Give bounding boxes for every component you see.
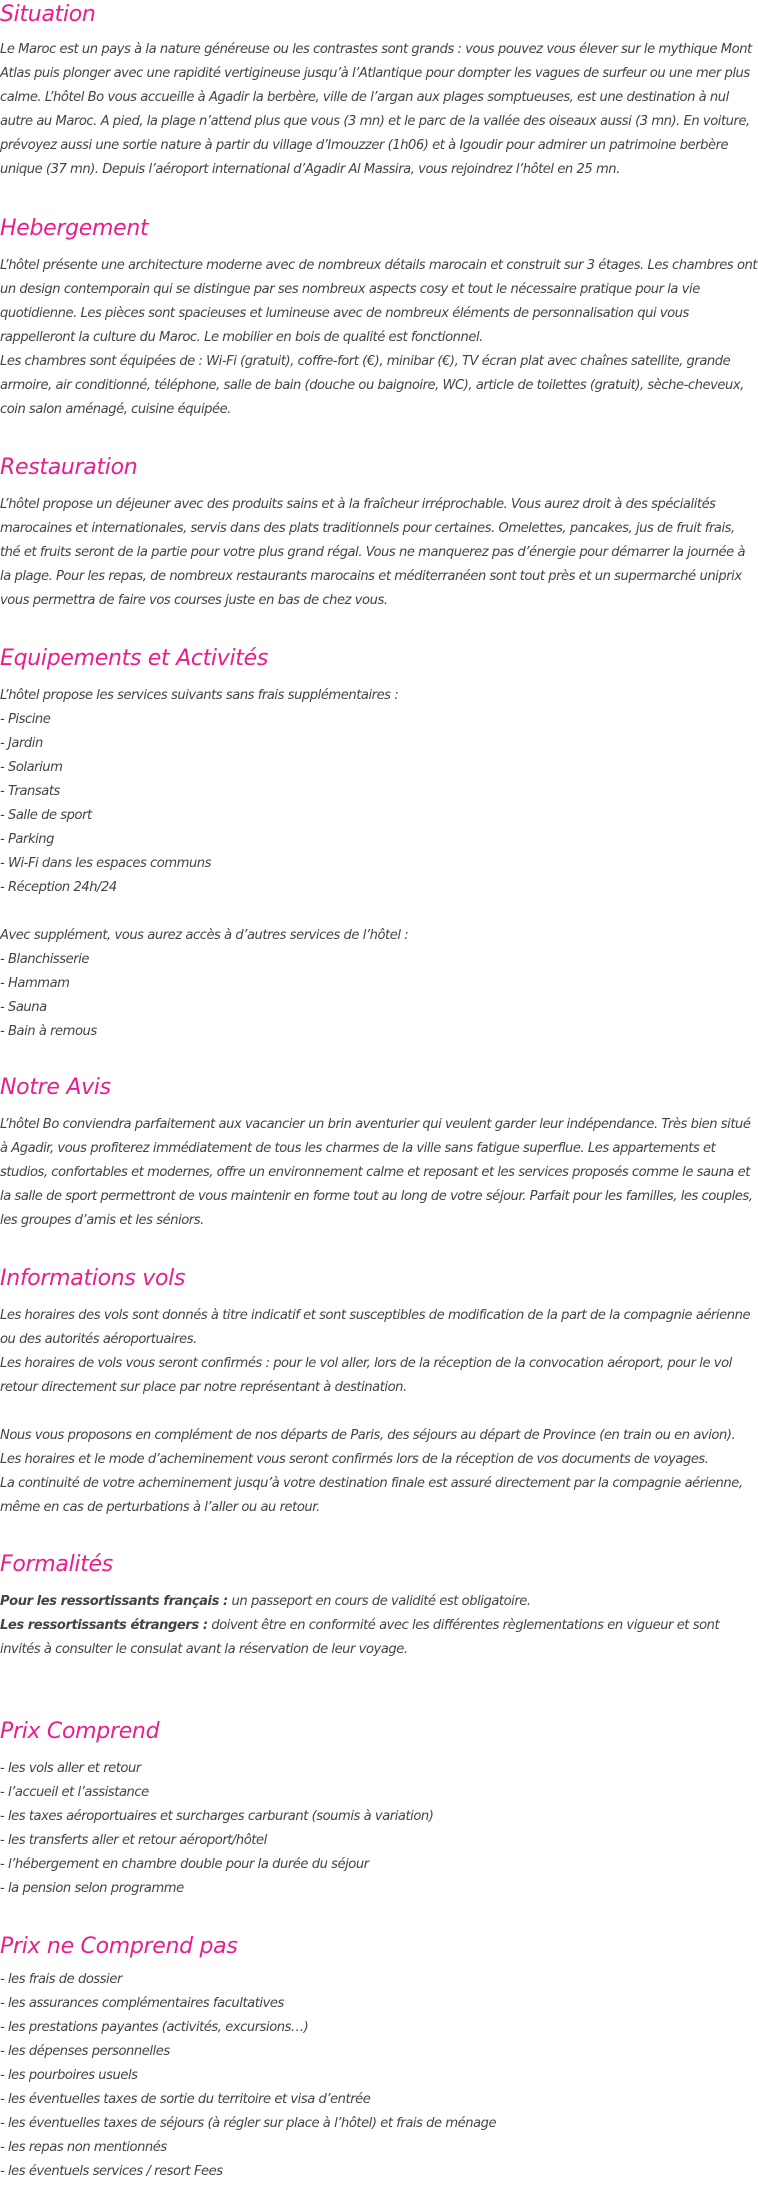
list-item: - les pourboires usuels — [0, 2068, 138, 2083]
hebergement-paragraph-1: L’hôtel présente une architecture moderne avec de nombreux détails marocain et construit sur 3 étages. Les chambres ont un design contemporain qui se distingue par ses nombreux aspects cosy et tout le nécessaire pratique pour la vie quotidienne. Les pièces sont spacieuses et lumineuse avec de nombreux éléments de personnalisation qui vous rappelleront la culture du Maroc. Le mobilier en bois de qualité est fonctionnel. — [0, 258, 758, 345]
list-item: - Parking — [0, 832, 54, 847]
section-avis — [0, 1073, 758, 1233]
hebergement-paragraph-2: Les chambres sont équipées de : Wi-Fi (gratuit), coffre-fort (€), minibar (€), TV écran plat avec chaînes satellite, grande armoire, air conditionné, téléphone, salle de bain (douche ou baignoire, WC), article de toilettes (gratuit), sèche-cheveux, coin salon aménagé, cuisine équipée. — [0, 354, 744, 417]
section-body-vols — [0, 1304, 758, 1520]
list-item: - Salle de sport — [0, 808, 92, 823]
list-item: - les repas non mentionnés — [0, 2140, 167, 2155]
formalites-francais-text: un passeport en cours de validité est obligatoire. — [227, 1594, 531, 1609]
list-item: - Wi-Fi dans les espaces communs — [0, 856, 212, 871]
list-item: - Jardin — [0, 736, 43, 751]
vols-paragraph-1: Les horaires des vols sont donnés à titre indicatif et sont susceptibles de modification de la part de la compagnie aérienne ou des autorités aéroportuaires. — [0, 1308, 751, 1347]
section-title-hebergement: Hebergement — [0, 216, 149, 241]
section-hebergement — [0, 214, 758, 422]
section-body-prix-comprend — [0, 1757, 758, 1901]
section-title-vols: Informations vols — [0, 1266, 186, 1291]
section-body-hebergement — [0, 254, 758, 422]
situation-text: Le Maroc est un pays à la nature généreuse ou les contrastes sont grands : vous pouvez vous élever sur le mythique Mont Atlas puis plonger avec une rapidité vertigineuse jusqu’à l’Atlantique pour dompter les vagues de surfeur ou une mer plus calme. L’hôtel Bo vous accueille à Agadir la berbère, ville de l’argan aux plages somptueuses, est une destination à nul autre au Maroc. A pied, la plage n’attend plus que vous (3 mn) et le parc de la vallée des oiseaux aussi (3 mn). En voiture, prévoyez aussi une sortie nature à partir du village d’Imouzzer (1h06) et à Igoudir pour admirer un patrimoine berbère unique (37 mn). Depuis l’aéroport international d’Agadir Al Massira, vous rejoindrez l’hôtel en 25 mn. — [0, 42, 752, 177]
equipements-intro-paid: Avec supplément, vous aurez accès à d’autres services de l’hôtel : — [0, 928, 409, 943]
formalites-francais — [0, 1590, 758, 1614]
equipements-intro-free: L’hôtel propose les services suivants sans frais supplémentaires : — [0, 688, 399, 703]
section-prix-ne-comprend — [0, 1932, 758, 2184]
section-body-avis — [0, 1113, 758, 1233]
section-title-formalites: Formalités — [0, 1552, 113, 1577]
section-body-formalites — [0, 1590, 758, 1662]
section-formalites — [0, 1550, 758, 1662]
list-item: - les frais de dossier — [0, 1972, 122, 1987]
list-item: - Sauna — [0, 1000, 47, 1015]
list-item: - Transats — [0, 784, 60, 799]
list-item: - Bain à remous — [0, 1024, 97, 1039]
list-item: - les transferts aller et retour aéroport/hôtel — [0, 1833, 267, 1848]
formalites-etrangers-text: doivent être en conformité avec les différentes règlementations en vigueur et sont invités à consulter le consulat avant la réservation de leur voyage. — [0, 1618, 720, 1657]
list-item: - les éventuels services / resort Fees — [0, 2164, 223, 2179]
prix-comprend-list — [0, 1757, 758, 1901]
spacer — [0, 900, 758, 924]
list-item: - la pension selon programme — [0, 1881, 184, 1896]
list-item: - Réception 24h/24 — [0, 880, 117, 895]
section-equipements — [0, 644, 758, 1044]
list-item: - Blanchisserie — [0, 952, 89, 967]
section-body-situation — [0, 38, 758, 182]
list-item: - les prestations payantes (activités, excursions…) — [0, 2020, 309, 2035]
section-situation — [0, 0, 758, 182]
vols-paragraph-2: Les horaires de vols vous seront confirmés : pour le vol aller, lors de la réception de la convocation aéroport, pour le vol retour directement sur place par notre représentant à destination. — [0, 1356, 732, 1395]
formalites-etrangers — [0, 1614, 758, 1662]
paid-services-list — [0, 948, 758, 1044]
restauration-text: L’hôtel propose un déjeuner avec des produits sains et à la fraîcheur irréprochable. Vous aurez droit à des spécialités marocaines et internationales, servis dans des plats traditionnels pour certaines. Omelettes, pancakes, jus de fruit frais, thé et fruits seront de la partie pour votre plus grand régal. Vous ne manquerez pas d’énergie pour démarrer la journée à la plage. Pour les repas, de nombreux restaurants marocains et méditerranéen sont tout près et un supermarché uniprix vous permettra de faire vos courses juste en bas de chez vous. — [0, 497, 746, 608]
avis-text: L’hôtel Bo conviendra parfaitement aux vacancier un brin aventurier qui veulent garder leur indépendance. Très bien situé à Agadir, vous profiterez immédiatement de tous les charmes de la ville sans fatigue superflue. Les appartements et studios, confortables et modernes, offre un environnement calme et reposant et les services proposés comme le sauna et la salle de sport permettront de vous maintenir en forme tout au long de votre séjour. Parfait pour les familles, les couples, les groupes d’amis et les séniors. — [0, 1117, 753, 1228]
list-item: - l’accueil et l’assistance — [0, 1785, 149, 1800]
list-item: - Piscine — [0, 712, 51, 727]
section-body-restauration — [0, 493, 758, 613]
section-body-prix-ne-comprend — [0, 1968, 758, 2184]
list-item: - l’hébergement en chambre double pour la durée du séjour — [0, 1857, 369, 1872]
section-title-prix-comprend: Prix Comprend — [0, 1719, 160, 1744]
vols-paragraph-5: La continuité de votre acheminement jusqu’à votre destination finale est assuré directement par la compagnie aérienne, même en cas de perturbations à l’aller ou au retour. — [0, 1476, 743, 1515]
section-prix-comprend — [0, 1717, 758, 1901]
list-item: - les éventuelles taxes de séjours (à régler sur place à l’hôtel) et frais de ménage — [0, 2116, 497, 2131]
section-title-avis: Notre Avis — [0, 1075, 111, 1100]
section-title-restauration: Restauration — [0, 455, 138, 480]
vols-paragraph-3: Nous vous proposons en complément de nos départs de Paris, des séjours au départ de Province (en train ou en avion). — [0, 1428, 736, 1443]
spacer — [0, 1400, 758, 1424]
formalites-francais-label: Pour les ressortissants français : — [0, 1594, 228, 1609]
list-item: - Hammam — [0, 976, 70, 991]
list-item: - les assurances complémentaires facultatives — [0, 1996, 284, 2011]
free-services-list — [0, 708, 758, 900]
formalites-etrangers-label: Les ressortissants étrangers : — [0, 1618, 208, 1633]
list-item: - les éventuelles taxes de sortie du territoire et visa d’entrée — [0, 2092, 371, 2107]
list-item: - les taxes aéroportuaires et surcharges carburant (soumis à variation) — [0, 1809, 434, 1824]
section-restauration — [0, 453, 758, 613]
list-item: - les dépenses personnelles — [0, 2044, 170, 2059]
section-vols — [0, 1264, 758, 1520]
vols-paragraph-4: Les horaires et le mode d’acheminement vous seront confirmés lors de la réception de vos documents de voyages. — [0, 1452, 709, 1467]
section-body-equipements — [0, 684, 758, 1044]
section-title-prix-ne-comprend: Prix ne Comprend pas — [0, 1934, 238, 1959]
prix-ne-comprend-list — [0, 1968, 758, 2184]
list-item: - les vols aller et retour — [0, 1761, 141, 1776]
section-title-situation: Situation — [0, 2, 96, 27]
list-item: - Solarium — [0, 760, 63, 775]
section-title-equipements: Equipements et Activités — [0, 646, 269, 671]
